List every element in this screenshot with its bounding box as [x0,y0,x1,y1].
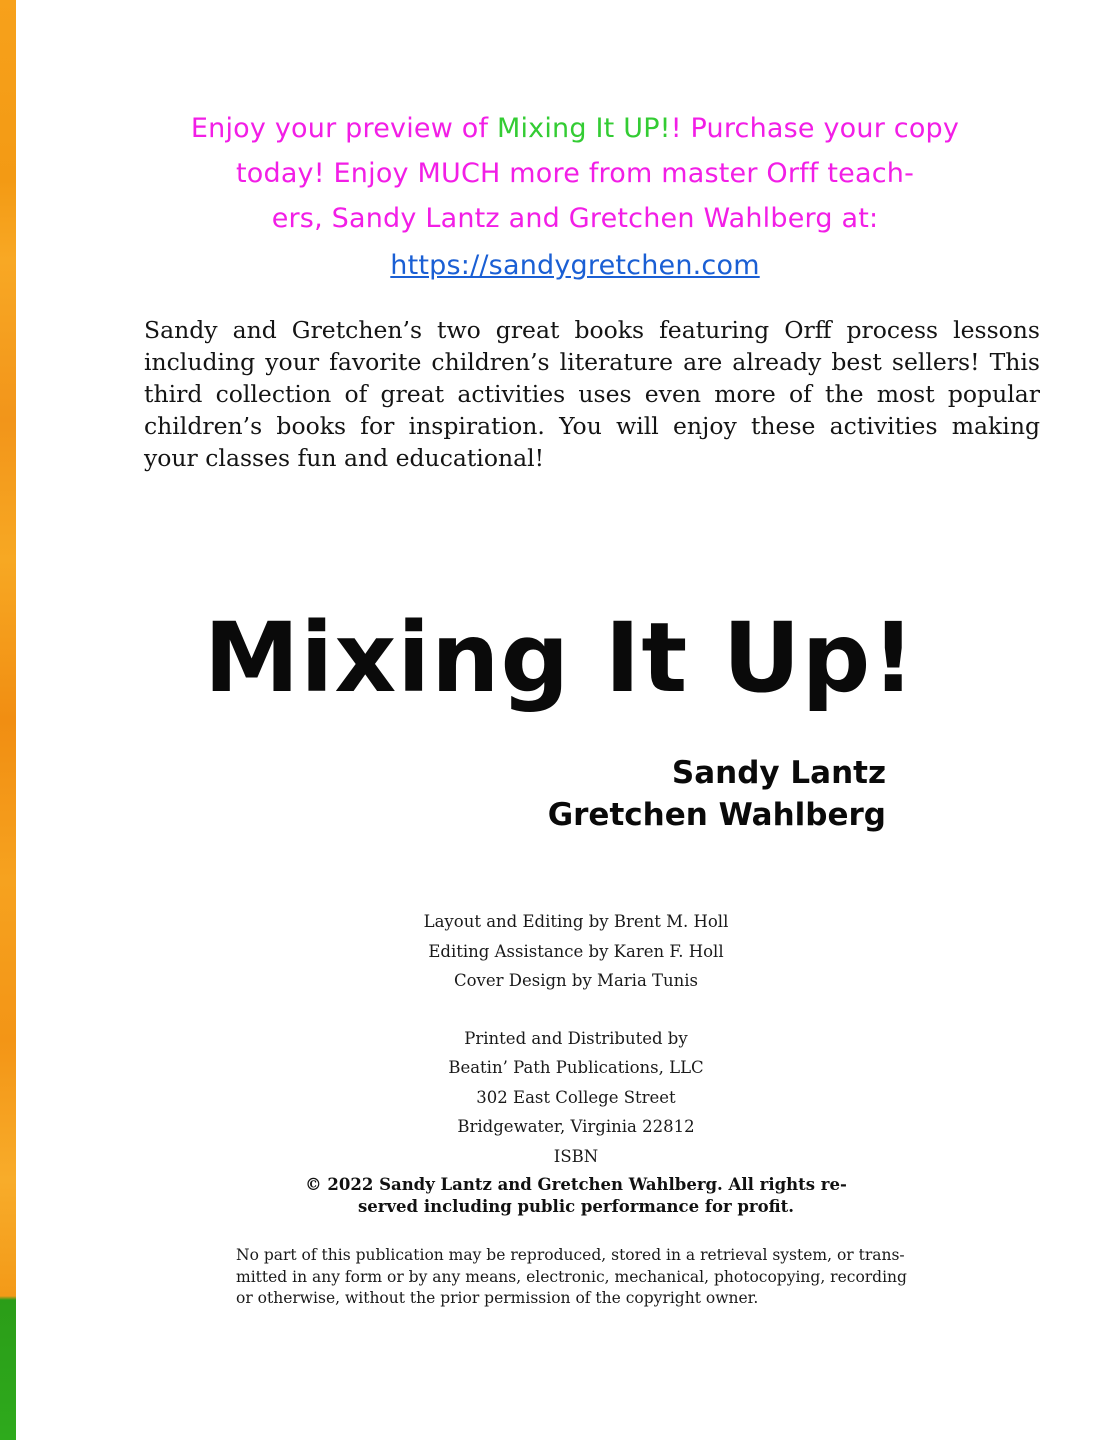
promo-line-3: ers, Sandy Lantz and Gretchen Wahlberg at: [271,203,879,234]
credit-cover: Cover Design by Maria Tunis [453,971,699,990]
publisher-city: Bridgewater, Virginia 22812 [457,1117,695,1136]
website-link[interactable]: https://sandygretchen.com [390,250,760,281]
credit-editing: Editing Assistance by Karen F. Holl [428,941,724,961]
author-name-1: Sandy Lantz [671,755,886,791]
decorative-left-border [0,0,16,1440]
credits-block [0,907,1120,1171]
disclaimer-line-2: mitted in any form or by any means, electronic, mechanical, photocopying, recording [236,1267,907,1286]
authors-block [548,752,886,836]
promo-line-1-end: ! Purchase your copy [670,113,960,144]
credit-layout: Layout and Editing by Brent M. Holl [423,912,729,931]
promo-highlight-title: Mixing It UP! [496,113,671,144]
publisher-street: 302 East College Street [476,1087,676,1107]
promo-line-2: today! Enjoy MUCH more from master Orff teach- [235,158,915,189]
book-title: Mixing It Up! [203,602,917,714]
isbn-label: ISBN [553,1146,599,1166]
printed-by: Printed and Distributed by [464,1028,688,1048]
promo-line-1 [180,106,970,151]
publisher-name: Beatin’ Path Publications, LLC [448,1058,704,1077]
copyright-notice [300,1174,852,1218]
author-name-2: Gretchen Wahlberg [547,797,886,833]
book-description: Sandy and Gretchen’s two great books featuring Orff process lessons including your favorite children’s literature are already best sellers! This third collection of great activities uses even more of the most popular children’s books for inspiration. You will enjoy these activities making your classes fun and educational! [144,316,1040,472]
credits-spacer [0,996,1120,1024]
disclaimer-line-3: or otherwise, without the prior permission of the copyright owner. [236,1289,759,1307]
copyright-line-1: © 2022 Sandy Lantz and Gretchen Wahlberg. All rights re- [305,1175,847,1194]
reproduction-disclaimer [236,1245,926,1310]
copyright-line-2: served including public performance for profit. [357,1197,794,1216]
preview-promo [180,106,970,288]
promo-line-1-start: Enjoy your preview of [190,113,497,144]
disclaimer-line-1: No part of this publication may be reproduced, stored in a retrieval system, or trans- [236,1246,905,1264]
